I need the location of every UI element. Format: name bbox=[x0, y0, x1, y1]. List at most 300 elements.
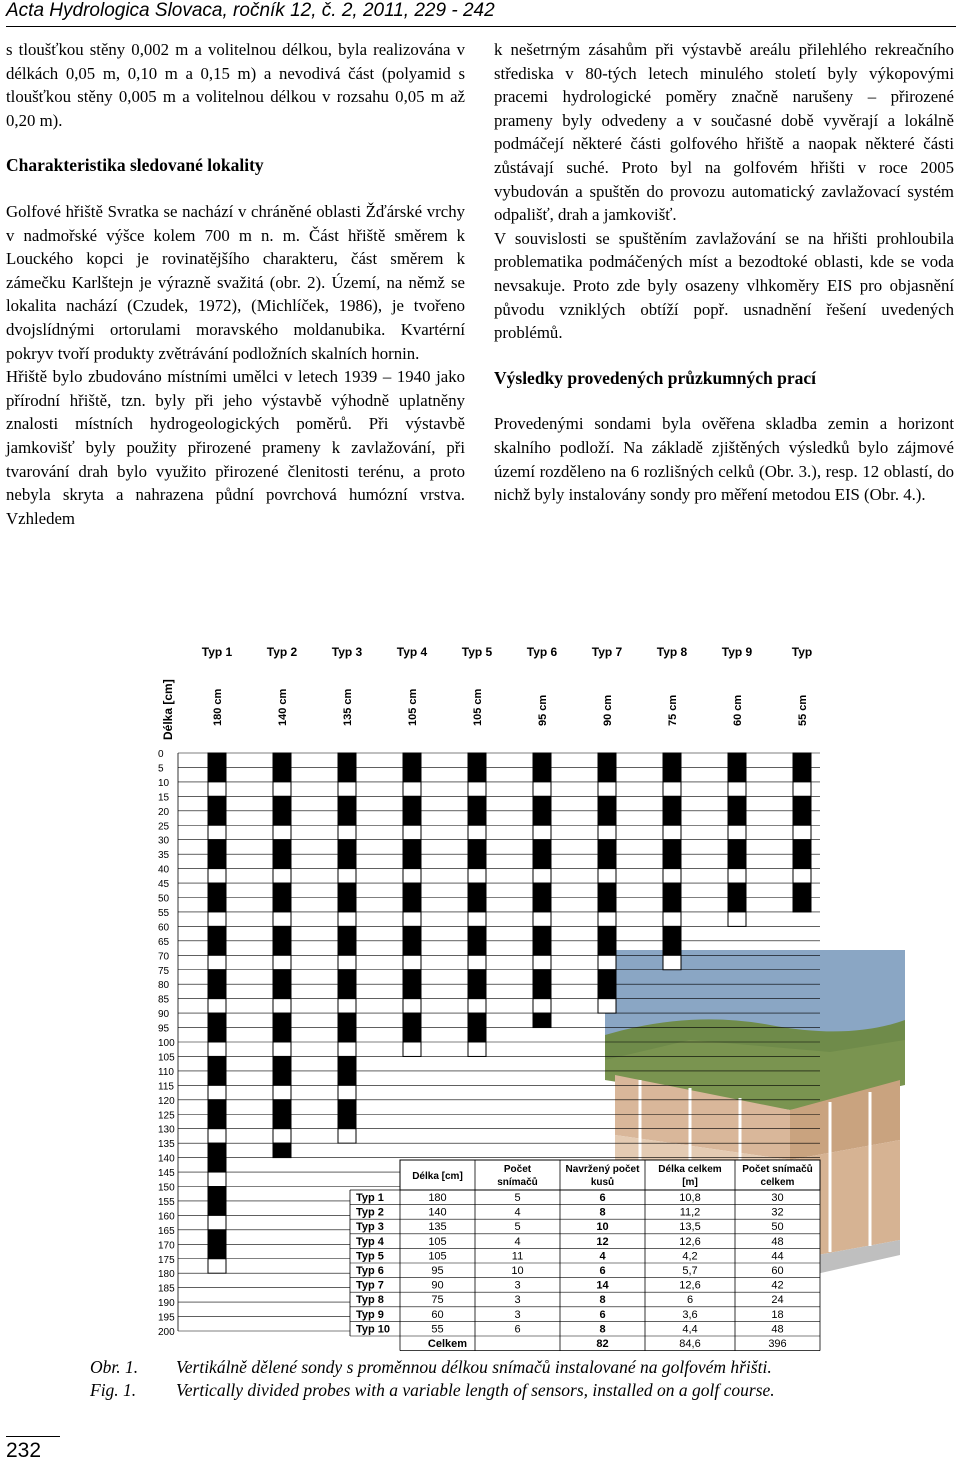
table-cell: 12,6 bbox=[679, 1279, 701, 1292]
probe-segment bbox=[403, 854, 421, 868]
depth-tick-label: 35 bbox=[158, 850, 170, 862]
probe-segment bbox=[663, 767, 681, 781]
table-cell: 3 bbox=[514, 1294, 521, 1307]
probe-segment bbox=[728, 840, 746, 854]
table-cell: Typ 3 bbox=[356, 1221, 384, 1234]
probe-segment bbox=[208, 782, 226, 796]
depth-tick-label: 135 bbox=[158, 1139, 175, 1151]
probe-segment bbox=[663, 926, 681, 940]
probe-length-label: 180 cm bbox=[212, 688, 224, 726]
depth-tick-label: 120 bbox=[158, 1095, 175, 1107]
depth-tick-label: 60 bbox=[158, 922, 170, 934]
probe-segment bbox=[338, 1100, 356, 1114]
depth-tick-label: 20 bbox=[158, 806, 170, 818]
depth-tick-label: 160 bbox=[158, 1211, 175, 1223]
probe-segment bbox=[728, 883, 746, 897]
table-cell: 5 bbox=[514, 1221, 521, 1234]
depth-tick-label: 195 bbox=[158, 1312, 175, 1324]
table-cell: 14 bbox=[596, 1279, 609, 1292]
probe-segment bbox=[793, 840, 811, 854]
probe-segment bbox=[338, 796, 356, 810]
probe-segment bbox=[273, 1100, 291, 1114]
probe-segment bbox=[403, 1013, 421, 1027]
probe-segment bbox=[273, 782, 291, 796]
probe-segment bbox=[663, 883, 681, 897]
probe-segment bbox=[793, 825, 811, 839]
table-total-cell: 396 bbox=[768, 1338, 787, 1350]
probe-segment bbox=[338, 883, 356, 897]
table-header-cell: Délka [cm] bbox=[412, 1171, 463, 1182]
probe-segment bbox=[403, 984, 421, 998]
table-header-cell: Navržený počet kusů bbox=[565, 1164, 640, 1188]
depth-tick-label: 115 bbox=[158, 1081, 174, 1093]
table-header-cell: Délka celkem [m] bbox=[658, 1164, 722, 1188]
probe-segment bbox=[533, 898, 551, 912]
probe-segment bbox=[338, 811, 356, 825]
probe-segment bbox=[338, 854, 356, 868]
probe-segment bbox=[208, 1230, 226, 1244]
probe-segment bbox=[338, 955, 356, 969]
depth-tick-label: 70 bbox=[158, 951, 170, 963]
table-background bbox=[400, 1160, 820, 1351]
probe-segment bbox=[793, 898, 811, 912]
table-cell: Typ 6 bbox=[356, 1265, 384, 1277]
probe-segment bbox=[468, 912, 486, 926]
depth-tick-label: 180 bbox=[158, 1269, 175, 1281]
table-cell: 6 bbox=[686, 1294, 694, 1307]
probe-type-label: Typ 7 bbox=[591, 645, 623, 659]
probe-segment bbox=[273, 1056, 291, 1070]
probe-segment bbox=[533, 782, 551, 796]
table-cell: 13,5 bbox=[679, 1221, 701, 1234]
probe-segment bbox=[273, 941, 291, 955]
probe-segment bbox=[663, 941, 681, 955]
table-cell: 4,2 bbox=[682, 1250, 698, 1263]
probe-length-label: 135 cm bbox=[342, 688, 354, 726]
probe-segment bbox=[338, 941, 356, 955]
probe-segment bbox=[598, 898, 616, 912]
probe-segment bbox=[273, 796, 291, 810]
table-cell: 11 bbox=[511, 1250, 524, 1263]
depth-tick-label: 15 bbox=[158, 792, 170, 804]
probe-segment bbox=[728, 854, 746, 868]
probe-segment bbox=[208, 970, 226, 984]
probe-segment bbox=[273, 1071, 291, 1085]
section-heading-results: Výsledky provedených průzkumných prací bbox=[494, 367, 817, 388]
probe-segment bbox=[403, 1028, 421, 1042]
probe-segment bbox=[273, 811, 291, 825]
probe-segment bbox=[208, 796, 226, 810]
probe-segment bbox=[403, 782, 421, 796]
probe-segment bbox=[208, 825, 226, 839]
table-cell: 60 bbox=[771, 1265, 784, 1277]
probe-segment bbox=[403, 926, 421, 940]
probe-segment bbox=[208, 811, 226, 825]
probe-segment bbox=[663, 854, 681, 868]
probe-segment bbox=[208, 1071, 226, 1085]
probe-segment bbox=[598, 970, 616, 984]
probe-segment bbox=[403, 970, 421, 984]
probe-segment bbox=[403, 796, 421, 810]
probe-segment bbox=[468, 840, 486, 854]
figure-probes bbox=[130, 640, 950, 1360]
probe-segment bbox=[338, 1114, 356, 1128]
table-cell: 24 bbox=[771, 1294, 784, 1307]
probe-segment bbox=[468, 970, 486, 984]
probe-segment bbox=[208, 1100, 226, 1114]
table-cell: Typ 5 bbox=[356, 1250, 384, 1263]
probe-segment bbox=[208, 1085, 226, 1099]
probe-length-label: 140 cm bbox=[277, 688, 289, 726]
table-cell: 75 bbox=[431, 1294, 444, 1307]
probe-segment bbox=[208, 999, 226, 1013]
probe-segment bbox=[468, 883, 486, 897]
left-paragraph-1: s tloušťkou stěny 0,002 m a volitelnou délkou, byla realizována v délkách 0,05 m, 0,10 m a 0,15 m) a nevodivá část (polyamid s tloušťkou stěny 0,005 m a volitelnou délkou v rozsahu 0,05 m až 0,20 m). bbox=[6, 40, 465, 130]
depth-tick-label: 5 bbox=[158, 763, 164, 775]
depth-tick-label: 185 bbox=[158, 1283, 175, 1295]
caption-cz bbox=[90, 1357, 772, 1378]
probe-segment bbox=[403, 1042, 421, 1056]
probe-segment bbox=[403, 883, 421, 897]
probe-segment bbox=[208, 1129, 226, 1143]
table-cell: 18 bbox=[771, 1308, 784, 1321]
table-cell: 6 bbox=[514, 1323, 521, 1336]
probe-segment bbox=[663, 869, 681, 883]
probe-segment bbox=[468, 782, 486, 796]
probe-segment bbox=[208, 1042, 226, 1056]
probe-segment bbox=[598, 825, 616, 839]
probe-segment bbox=[468, 869, 486, 883]
caption-cz-label: Obr. 1. bbox=[90, 1357, 139, 1377]
depth-tick-label: 25 bbox=[158, 821, 170, 833]
probe-type-label: Typ 2 bbox=[266, 645, 298, 659]
probe-segment bbox=[468, 1013, 486, 1027]
table-cell: 4 bbox=[599, 1250, 606, 1263]
probe-segment bbox=[403, 825, 421, 839]
probe-segment bbox=[208, 1143, 226, 1157]
table-cell: 10,8 bbox=[679, 1192, 701, 1204]
depth-tick-label: 175 bbox=[158, 1254, 175, 1266]
probe-diagram bbox=[130, 640, 950, 1360]
table-cell: 90 bbox=[431, 1279, 444, 1292]
probe-segment bbox=[598, 767, 616, 781]
probe-segment bbox=[533, 1013, 551, 1027]
probe-segment bbox=[273, 1042, 291, 1056]
probe-segment bbox=[663, 825, 681, 839]
probe-segment bbox=[208, 1028, 226, 1042]
table-cell: 8 bbox=[599, 1294, 606, 1307]
depth-tick-label: 165 bbox=[158, 1225, 175, 1237]
probe-segment bbox=[338, 753, 356, 767]
probe-segment bbox=[208, 1215, 226, 1229]
probe-segment bbox=[208, 955, 226, 969]
probe-segment bbox=[533, 869, 551, 883]
probe-segment bbox=[663, 912, 681, 926]
probe-segment bbox=[338, 926, 356, 940]
probe-segment bbox=[208, 912, 226, 926]
table-cell: 8 bbox=[599, 1206, 606, 1219]
probe-segment bbox=[598, 912, 616, 926]
table-cell: 5,7 bbox=[682, 1265, 698, 1277]
probe-segment bbox=[793, 767, 811, 781]
probe-segment bbox=[598, 941, 616, 955]
probe-segment bbox=[208, 984, 226, 998]
table-cell: 50 bbox=[771, 1221, 784, 1234]
probe-segment bbox=[728, 782, 746, 796]
table-cell: Typ 7 bbox=[356, 1279, 384, 1292]
probe-type-label: Typ 1 bbox=[201, 645, 233, 659]
depth-tick-label: 90 bbox=[158, 1009, 170, 1021]
table-cell: 3,6 bbox=[682, 1308, 698, 1321]
probe-segment bbox=[273, 883, 291, 897]
probe-segment bbox=[273, 840, 291, 854]
probe-type-label: Typ 9 bbox=[721, 645, 753, 659]
probe-segment bbox=[533, 999, 551, 1013]
depth-tick-label: 95 bbox=[158, 1023, 170, 1035]
probe-segment bbox=[793, 811, 811, 825]
probe-length-label: 75 cm bbox=[667, 694, 679, 726]
probe-segment bbox=[403, 898, 421, 912]
depth-tick-label: 110 bbox=[158, 1066, 174, 1078]
probe-segment bbox=[208, 1244, 226, 1258]
table-cell: 10 bbox=[511, 1265, 524, 1277]
probe-segment bbox=[533, 883, 551, 897]
probe-segment bbox=[338, 999, 356, 1013]
probe-segment bbox=[338, 1056, 356, 1070]
right-paragraph-1: k nešetrným zásahům při výstavbě areálu přilehlého rekreačního střediska v 80-tých letech minulého století byly výkopovými pracemi hydrologické poměry značně narušeny – přirozené prameny byly odvedeny a v současné době vyvěrají a lokálně podmáčejí některé části golfového hřiště a naopak některé části zůstávají suché. Proto byl na golfovém hřišti v roce 2005 vybudován a spuštěn do provozu automatický zavlažovací systém odpališť, drah a jamkovišť. bbox=[494, 40, 954, 225]
probe-segment bbox=[338, 1071, 356, 1085]
probe-segment bbox=[338, 825, 356, 839]
probe-segment bbox=[468, 941, 486, 955]
probe-segment bbox=[533, 825, 551, 839]
probe-segment bbox=[728, 753, 746, 767]
probe-type-label: Typ 8 bbox=[656, 645, 688, 659]
probe-segment bbox=[338, 767, 356, 781]
probe-segment bbox=[403, 999, 421, 1013]
probe-segment bbox=[273, 1013, 291, 1027]
probe-segment bbox=[598, 753, 616, 767]
probe-segment bbox=[338, 1013, 356, 1027]
probe-segment bbox=[273, 825, 291, 839]
probe-segment bbox=[208, 854, 226, 868]
probe-segment bbox=[663, 840, 681, 854]
probe-segment bbox=[208, 1013, 226, 1027]
probe-segment bbox=[663, 811, 681, 825]
table-cell: Typ 4 bbox=[356, 1235, 384, 1248]
probe-segment bbox=[468, 926, 486, 940]
probe-segment bbox=[793, 753, 811, 767]
probe-segment bbox=[403, 941, 421, 955]
probe-length-label: 90 cm bbox=[602, 694, 614, 726]
probe-segment bbox=[208, 1259, 226, 1273]
table-cell: 105 bbox=[428, 1235, 447, 1248]
probe-length-label: 105 cm bbox=[407, 688, 419, 726]
probe-segment bbox=[208, 1172, 226, 1186]
right-paragraph-2: V souvislosti se spuštěním zavlažování se na hřišti prohloubila problematika podmáčených míst a bezodtoké oblasti, kde se voda nevsakuje. Proto zde byly osazeny vlhkoměry EIS pro objasnění původu vzniklých obtíží popř. usnadnění řešení uvedených problémů. bbox=[494, 228, 954, 343]
probe-segment bbox=[338, 869, 356, 883]
probe-segment bbox=[468, 999, 486, 1013]
probe-segment bbox=[728, 825, 746, 839]
depth-tick-label: 130 bbox=[158, 1124, 175, 1136]
probe-segment bbox=[273, 854, 291, 868]
probe-type-label: Typ bbox=[791, 645, 813, 659]
depth-tick-label: 75 bbox=[158, 965, 170, 977]
probe-segment bbox=[273, 1028, 291, 1042]
depth-tick-label: 140 bbox=[158, 1153, 175, 1165]
probe-segment bbox=[273, 767, 291, 781]
table-cell: 3 bbox=[514, 1279, 521, 1292]
table-cell: 30 bbox=[771, 1192, 784, 1204]
left-paragraph-2: Golfové hřiště Svratka se nachází v chráněné oblasti Žďárské vrchy v nadmořské výšce kolem 700 m n. m. Část hřiště směrem k Louckého kopci je rovinatějšího charakteru, část směrem k zámečku Karlštejn je výrazně svažitá (obr. 2). Území, na němž se lokalita nachází (Czudek, 1972), (Michlíček, 1986), je tvořeno dvojslídnými ortorulami moravského moldanubika. Kvartérní pokryv tvoří produkty zvětrávání podložních skalních hornin. bbox=[6, 201, 465, 363]
right-paragraph-3: Provedenými sondami byla ověřena skladba zemin a horizont skalního podloží. Na základě zjištěných výsledků bylo zájmové území rozděleno na 6 rozlišných celků (Obr. 3.), resp. 12 oblastí, do nichž byly instalovány sondy pro měření metodou EIS (Obr. 4.). bbox=[494, 414, 954, 505]
probe-segment bbox=[468, 811, 486, 825]
probe-segment bbox=[793, 869, 811, 883]
depth-tick-label: 85 bbox=[158, 994, 170, 1006]
depth-tick-label: 200 bbox=[158, 1327, 175, 1338]
probe-segment bbox=[663, 955, 681, 969]
table-total-cell: Celkem bbox=[427, 1338, 468, 1350]
table-cell: 6 bbox=[599, 1308, 606, 1321]
probe-segment bbox=[533, 796, 551, 810]
probe-segment bbox=[273, 999, 291, 1013]
probe-segment bbox=[403, 767, 421, 781]
depth-tick-label: 80 bbox=[158, 980, 170, 992]
probe-segment bbox=[468, 955, 486, 969]
depth-tick-label: 65 bbox=[158, 936, 170, 948]
probe-segment bbox=[273, 1143, 291, 1157]
probe-segment bbox=[598, 782, 616, 796]
probe-segment bbox=[598, 984, 616, 998]
probe-segment bbox=[273, 984, 291, 998]
probe-segment bbox=[533, 970, 551, 984]
right-column bbox=[494, 38, 954, 507]
probe-segment bbox=[533, 753, 551, 767]
probe-segment bbox=[208, 840, 226, 854]
probe-segment bbox=[273, 1085, 291, 1099]
probe-segment bbox=[273, 753, 291, 767]
caption-en bbox=[90, 1380, 775, 1401]
depth-axis-title: Délka [cm] bbox=[161, 679, 175, 740]
probe-length-label: 60 cm bbox=[732, 694, 744, 726]
probe-segment bbox=[793, 796, 811, 810]
caption-cz-text: Vertikálně dělené sondy s proměnnou délkou snímačů instalované na golfovém hřišti. bbox=[176, 1357, 772, 1377]
probe-segment bbox=[598, 840, 616, 854]
table-cell: 11,2 bbox=[679, 1206, 701, 1219]
depth-tick-label: 40 bbox=[158, 864, 170, 876]
table-cell: 48 bbox=[771, 1323, 784, 1336]
probe-segment bbox=[338, 912, 356, 926]
table-cell: 135 bbox=[428, 1221, 447, 1234]
probe-segment bbox=[208, 941, 226, 955]
probe-segment bbox=[598, 999, 616, 1013]
probe-segment bbox=[533, 854, 551, 868]
probe-segment bbox=[338, 1085, 356, 1099]
probe-segment bbox=[273, 1114, 291, 1128]
probe-segment bbox=[273, 898, 291, 912]
table-cell: 8 bbox=[599, 1323, 606, 1336]
table-cell: 12 bbox=[596, 1235, 609, 1248]
probe-segment bbox=[533, 767, 551, 781]
depth-tick-label: 45 bbox=[158, 879, 170, 891]
table-cell: 140 bbox=[428, 1206, 447, 1219]
table-cell: 95 bbox=[431, 1265, 444, 1277]
probe-segment bbox=[663, 753, 681, 767]
table-cell: 6 bbox=[599, 1192, 606, 1204]
caption-en-text: Vertically divided probes with a variable length of sensors, installed on a golf course. bbox=[176, 1380, 775, 1400]
table-header-cell: Počet snímačů bbox=[497, 1164, 538, 1188]
probe-segment bbox=[533, 840, 551, 854]
table-cell: 180 bbox=[428, 1192, 447, 1204]
table-cell: 55 bbox=[431, 1323, 444, 1336]
depth-tick-label: 100 bbox=[158, 1038, 175, 1049]
table-cell: 48 bbox=[771, 1235, 784, 1248]
probe-segment bbox=[208, 898, 226, 912]
probe-segment bbox=[728, 912, 746, 926]
probe-segment bbox=[208, 1114, 226, 1128]
probe-segment bbox=[533, 941, 551, 955]
probe-length-label: 105 cm bbox=[472, 688, 484, 726]
probe-type-label: Typ 3 bbox=[331, 645, 363, 659]
probe-segment bbox=[208, 1158, 226, 1172]
probe-segment bbox=[468, 898, 486, 912]
caption-en-label: Fig. 1. bbox=[90, 1380, 137, 1400]
probe-segment bbox=[468, 796, 486, 810]
table-cell: 60 bbox=[431, 1308, 444, 1321]
probe-segment bbox=[598, 955, 616, 969]
probe-segment bbox=[403, 753, 421, 767]
probe-segment bbox=[403, 811, 421, 825]
depth-tick-label: 0 bbox=[158, 749, 164, 760]
page-number: 232 bbox=[6, 1436, 60, 1463]
table-cell: 3 bbox=[514, 1308, 521, 1321]
probe-segment bbox=[728, 767, 746, 781]
probe-segment bbox=[598, 811, 616, 825]
probe-segment bbox=[533, 955, 551, 969]
probe-segment bbox=[598, 869, 616, 883]
table-cell: 4,4 bbox=[682, 1323, 698, 1336]
probe-segment bbox=[468, 854, 486, 868]
probe-segment bbox=[338, 898, 356, 912]
probe-segment bbox=[468, 1028, 486, 1042]
probe-segment bbox=[208, 926, 226, 940]
probe-segment bbox=[273, 912, 291, 926]
probe-segment bbox=[208, 1187, 226, 1201]
left-column bbox=[6, 38, 465, 530]
table-cell: 4 bbox=[514, 1235, 521, 1248]
depth-tick-label: 190 bbox=[158, 1298, 175, 1310]
table-cell: Typ 9 bbox=[356, 1308, 384, 1321]
probe-segment bbox=[208, 753, 226, 767]
probe-segment bbox=[338, 840, 356, 854]
probe-segment bbox=[273, 1129, 291, 1143]
probe-segment bbox=[728, 869, 746, 883]
probe-segment bbox=[273, 970, 291, 984]
probe-segment bbox=[598, 883, 616, 897]
table-cell: Typ 1 bbox=[356, 1192, 384, 1204]
probe-segment bbox=[338, 970, 356, 984]
probe-segment bbox=[598, 796, 616, 810]
probe-segment bbox=[533, 984, 551, 998]
table-cell: 10 bbox=[596, 1221, 609, 1234]
depth-tick-label: 105 bbox=[158, 1052, 175, 1064]
table-cell: 4 bbox=[514, 1206, 521, 1219]
running-title: Acta Hydrologica Slovaca, ročník 12, č. 2, 2011, 229 - 242 bbox=[6, 0, 495, 21]
probe-type-label: Typ 4 bbox=[396, 645, 428, 659]
table-cell: 42 bbox=[771, 1279, 784, 1292]
probe-segment bbox=[403, 869, 421, 883]
table-cell: Typ 8 bbox=[356, 1294, 384, 1307]
depth-tick-label: 170 bbox=[158, 1240, 175, 1252]
